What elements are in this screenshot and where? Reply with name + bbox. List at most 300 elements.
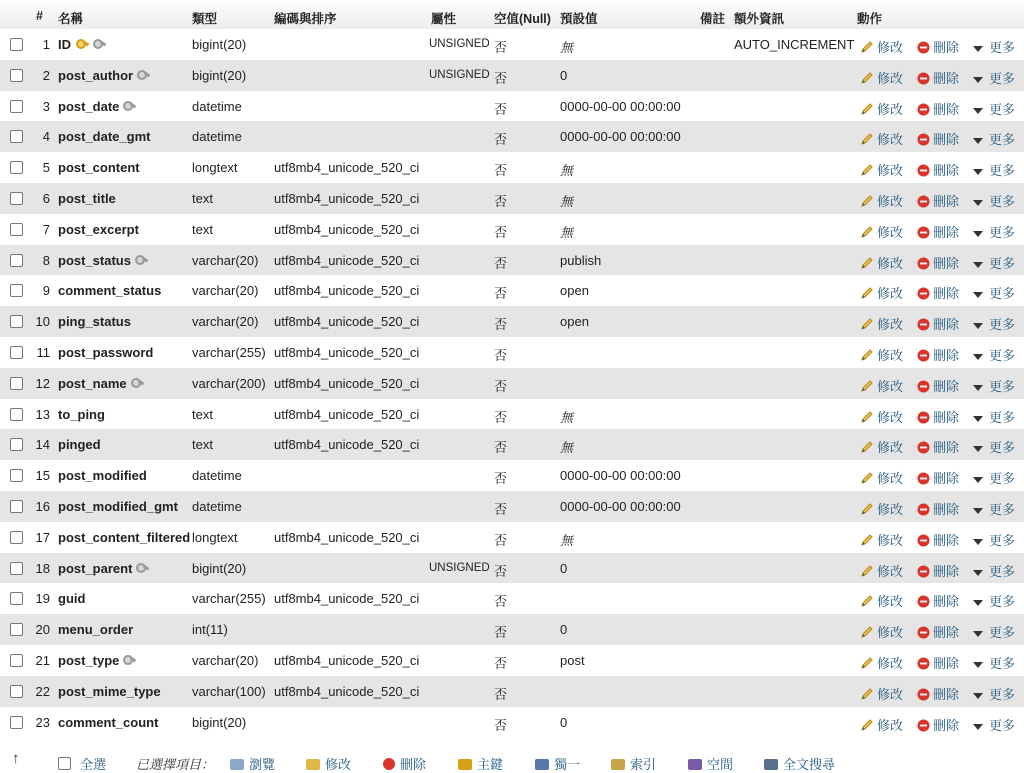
row-checkbox[interactable] xyxy=(10,69,23,82)
column-collation: utf8mb4_unicode_520_ci xyxy=(274,314,420,330)
column-type: text xyxy=(192,437,213,453)
column-type: varchar(20) xyxy=(192,252,259,268)
pencil-icon xyxy=(860,132,874,146)
table-row xyxy=(0,522,1024,553)
column-number: 10 xyxy=(35,314,50,330)
delete-icon xyxy=(917,72,930,85)
row-checkbox[interactable] xyxy=(10,654,23,667)
more-actions-dropdown[interactable]: 更多 xyxy=(973,191,1015,210)
more-actions-dropdown[interactable]: 更多 xyxy=(973,715,1015,734)
more-actions-dropdown[interactable]: 更多 xyxy=(973,653,1015,672)
pencil-icon xyxy=(860,564,874,578)
column-number: 16 xyxy=(35,499,50,514)
table-row xyxy=(0,60,1024,91)
index-key-icon xyxy=(134,254,148,266)
table-row xyxy=(0,152,1024,183)
column-number: 19 xyxy=(35,591,50,607)
row-checkbox[interactable] xyxy=(10,130,23,143)
chevron-down-icon xyxy=(973,136,983,146)
pencil-icon xyxy=(860,625,874,639)
column-attributes: UNSIGNED xyxy=(429,561,490,574)
header-extra: 額外資訊 xyxy=(734,12,785,26)
column-type: bigint(20) xyxy=(192,560,247,576)
delete-icon xyxy=(917,411,930,424)
unique-icon xyxy=(535,759,549,770)
drop-column-button[interactable]: 刪除 xyxy=(917,715,959,734)
column-name: guid xyxy=(58,591,86,607)
row-checkbox[interactable] xyxy=(10,100,23,113)
pencil-icon xyxy=(860,40,874,54)
index-selected-button[interactable]: 索引 xyxy=(611,754,656,773)
pencil-icon xyxy=(860,379,874,393)
drop-column-button[interactable]: 刪除 xyxy=(917,129,959,148)
chevron-down-icon xyxy=(973,598,983,608)
column-number: 22 xyxy=(35,683,50,699)
column-collation: utf8mb4_unicode_520_ci xyxy=(274,252,420,268)
edit-column-button[interactable]: 修改 xyxy=(860,37,903,56)
column-type: varchar(20) xyxy=(192,314,259,330)
chevron-down-icon xyxy=(973,722,983,732)
index-key-icon xyxy=(122,654,136,666)
column-default: 無 xyxy=(560,409,574,425)
chevron-down-icon xyxy=(973,383,983,393)
edit-column-button[interactable]: 修改 xyxy=(860,591,903,610)
row-checkbox[interactable] xyxy=(10,284,23,297)
chevron-down-icon xyxy=(973,260,983,270)
table-row xyxy=(0,614,1024,645)
delete-icon xyxy=(917,287,930,300)
drop-column-button[interactable]: 刪除 xyxy=(917,653,959,672)
column-default: 無 xyxy=(560,224,574,240)
row-checkbox[interactable] xyxy=(10,716,23,729)
edit-column-button[interactable]: 修改 xyxy=(860,499,903,518)
column-collation: utf8mb4_unicode_520_ci xyxy=(274,653,420,668)
column-type: text xyxy=(192,406,213,422)
drop-column-button[interactable]: 刪除 xyxy=(917,68,959,87)
more-actions-dropdown[interactable]: 更多 xyxy=(973,407,1015,426)
chevron-down-icon xyxy=(973,568,983,578)
column-extra: AUTO_INCREMENT xyxy=(734,37,855,52)
more-actions-dropdown[interactable]: 更多 xyxy=(973,591,1015,610)
column-default: 0000-00-00 00:00:00 xyxy=(560,499,681,514)
delete-icon xyxy=(917,688,930,701)
delete-icon xyxy=(917,503,930,516)
column-type: datetime xyxy=(192,98,242,114)
column-name: post_type xyxy=(58,653,136,668)
more-actions-dropdown[interactable]: 更多 xyxy=(973,684,1015,703)
edit-column-button[interactable]: 修改 xyxy=(860,99,903,118)
column-number: 9 xyxy=(42,283,50,299)
header-action: 動作 xyxy=(857,12,883,26)
column-default: 0 xyxy=(560,67,568,83)
chevron-down-icon xyxy=(973,321,983,331)
bulk-actions-bar xyxy=(0,748,1024,772)
drop-column-button[interactable]: 刪除 xyxy=(917,37,959,56)
header-name[interactable]: 名稱 xyxy=(58,12,84,26)
column-name: post_modified_gmt xyxy=(58,499,178,514)
fulltext-icon xyxy=(764,759,778,770)
column-number: 14 xyxy=(35,437,50,453)
table-row xyxy=(0,214,1024,245)
more-actions-dropdown[interactable]: 更多 xyxy=(973,129,1015,148)
pencil-icon xyxy=(860,410,874,424)
pencil-icon xyxy=(860,687,874,701)
column-type: text xyxy=(192,191,213,206)
drop-column-button[interactable]: 刪除 xyxy=(917,160,959,179)
pencil-icon xyxy=(860,471,874,485)
column-null: 否 xyxy=(494,224,508,240)
column-name: post_mime_type xyxy=(58,683,161,699)
pencil-icon xyxy=(860,533,874,547)
table-row xyxy=(0,429,1024,460)
column-number: 12 xyxy=(35,375,50,391)
drop-column-button[interactable]: 刪除 xyxy=(917,283,959,302)
drop-column-button[interactable]: 刪除 xyxy=(917,468,959,487)
row-checkbox[interactable] xyxy=(10,685,23,698)
column-null: 否 xyxy=(494,717,508,733)
column-null: 否 xyxy=(494,101,508,117)
column-name: post_date_gmt xyxy=(58,129,151,145)
column-name: to_ping xyxy=(58,406,105,422)
pencil-icon xyxy=(860,194,874,208)
table-row xyxy=(0,645,1024,676)
column-collation: utf8mb4_unicode_520_ci xyxy=(274,437,420,453)
chevron-down-icon xyxy=(973,475,983,485)
more-actions-dropdown[interactable]: 更多 xyxy=(973,499,1015,518)
edit-column-button[interactable]: 修改 xyxy=(860,283,903,302)
column-name: menu_order xyxy=(58,622,134,638)
delete-icon xyxy=(917,103,930,116)
drop-column-button[interactable]: 刪除 xyxy=(917,345,959,364)
delete-icon xyxy=(383,758,395,770)
more-actions-dropdown[interactable]: 更多 xyxy=(973,68,1015,87)
column-name: comment_status xyxy=(58,283,162,299)
row-checkbox[interactable] xyxy=(10,161,23,174)
drop-column-button[interactable]: 刪除 xyxy=(917,191,959,210)
column-name: post_content xyxy=(58,160,140,176)
primary-selected-button[interactable]: 主鍵 xyxy=(458,754,503,773)
spatial-icon xyxy=(688,759,702,770)
column-type: int(11) xyxy=(192,622,228,638)
column-type: text xyxy=(192,221,213,237)
more-actions-dropdown[interactable]: 更多 xyxy=(973,160,1015,179)
edit-column-button[interactable]: 修改 xyxy=(860,653,903,672)
column-type: varchar(100) xyxy=(192,683,266,699)
column-null: 否 xyxy=(494,317,508,333)
column-name: post_title xyxy=(58,191,116,206)
drop-column-button[interactable]: 刪除 xyxy=(917,591,959,610)
row-checkbox[interactable] xyxy=(10,38,23,51)
chevron-down-icon xyxy=(973,75,983,85)
column-default: 無 xyxy=(560,40,574,55)
column-default: 無 xyxy=(560,163,574,179)
index-key-icon xyxy=(135,562,149,574)
drop-column-button[interactable]: 刪除 xyxy=(917,530,959,549)
column-number: 23 xyxy=(35,714,50,730)
column-name: post_modified xyxy=(58,468,147,484)
column-type: varchar(255) xyxy=(192,345,266,360)
column-null: 否 xyxy=(494,440,508,456)
header-num: # xyxy=(36,9,43,23)
drop-column-button[interactable]: 刪除 xyxy=(917,376,959,395)
drop-column-button[interactable]: 刪除 xyxy=(917,437,959,456)
drop-column-button[interactable]: 刪除 xyxy=(917,561,959,580)
column-default: 無 xyxy=(560,532,574,548)
column-name: post_content_filtered xyxy=(58,529,191,545)
column-null: 否 xyxy=(494,471,508,487)
edit-column-button[interactable]: 修改 xyxy=(860,222,903,241)
column-type: bigint(20) xyxy=(192,714,247,730)
column-default: open xyxy=(560,314,589,330)
row-checkbox[interactable] xyxy=(10,408,23,421)
table-row xyxy=(0,306,1024,337)
header-type: 類型 xyxy=(192,12,218,26)
column-collation: utf8mb4_unicode_520_ci xyxy=(274,160,420,176)
column-type: bigint(20) xyxy=(192,37,247,52)
column-default: 0 xyxy=(560,560,568,576)
column-name: pinged xyxy=(58,437,101,453)
column-name: ID xyxy=(58,37,106,52)
more-actions-dropdown[interactable]: 更多 xyxy=(973,222,1015,241)
column-number: 2 xyxy=(42,67,50,83)
spatial-selected-button[interactable]: 空間 xyxy=(688,754,733,773)
column-default: post xyxy=(560,653,585,668)
row-checkbox[interactable] xyxy=(10,315,23,328)
pencil-icon xyxy=(306,759,320,770)
column-number: 15 xyxy=(35,468,50,484)
edit-column-button[interactable]: 修改 xyxy=(860,437,903,456)
edit-column-button[interactable]: 修改 xyxy=(860,191,903,210)
chevron-down-icon xyxy=(973,290,983,300)
column-default: 無 xyxy=(560,194,574,209)
column-type: varchar(20) xyxy=(192,653,259,668)
chevron-down-icon xyxy=(973,444,983,454)
header-attributes: 屬性 xyxy=(431,12,457,26)
delete-icon xyxy=(917,380,930,393)
column-number: 11 xyxy=(36,345,50,360)
column-number: 8 xyxy=(42,252,50,268)
column-number: 17 xyxy=(35,529,50,545)
chevron-down-icon xyxy=(973,167,983,177)
row-checkbox[interactable] xyxy=(10,346,23,359)
edit-column-button[interactable]: 修改 xyxy=(860,68,903,87)
browse-selected-button[interactable]: 瀏覽 xyxy=(230,754,275,773)
more-actions-dropdown[interactable]: 更多 xyxy=(973,437,1015,456)
table-row xyxy=(0,245,1024,276)
edit-column-button[interactable]: 修改 xyxy=(860,376,903,395)
chevron-down-icon xyxy=(973,691,983,701)
column-collation: utf8mb4_unicode_520_ci xyxy=(274,591,420,607)
table-row xyxy=(0,491,1024,522)
row-checkbox[interactable] xyxy=(10,531,23,544)
column-number: 13 xyxy=(35,406,50,422)
column-null: 否 xyxy=(494,163,508,179)
row-checkbox[interactable] xyxy=(10,592,23,605)
column-default: 0000-00-00 00:00:00 xyxy=(560,129,681,145)
drop-column-button[interactable]: 刪除 xyxy=(917,407,959,426)
table-row xyxy=(0,29,1024,60)
chevron-down-icon xyxy=(973,198,983,208)
column-type: datetime xyxy=(192,129,242,145)
column-name: post_name xyxy=(58,376,144,391)
chevron-down-icon xyxy=(973,506,983,516)
column-type: datetime xyxy=(192,499,242,514)
column-null: 否 xyxy=(494,286,508,302)
drop-column-button[interactable]: 刪除 xyxy=(917,222,959,241)
pencil-icon xyxy=(860,225,874,239)
edit-column-button[interactable]: 修改 xyxy=(860,622,903,641)
delete-icon xyxy=(917,41,930,54)
with-selected-label: 已選擇項目： xyxy=(136,757,215,772)
column-type: bigint(20) xyxy=(192,67,247,83)
column-number: 6 xyxy=(42,191,50,206)
column-name: post_author xyxy=(58,68,150,83)
row-checkbox[interactable] xyxy=(10,562,23,575)
pencil-icon xyxy=(860,348,874,362)
row-checkbox[interactable] xyxy=(10,254,23,267)
more-actions-dropdown[interactable]: 更多 xyxy=(973,622,1015,641)
column-number: 20 xyxy=(35,622,50,638)
table-row xyxy=(0,368,1024,399)
edit-column-button[interactable]: 修改 xyxy=(860,129,903,148)
check-all-link[interactable]: 全選 xyxy=(80,757,107,772)
table-row xyxy=(0,583,1024,614)
column-default: open xyxy=(560,283,589,299)
drop-selected-button[interactable]: 刪除 xyxy=(383,754,426,773)
pencil-icon xyxy=(860,718,874,732)
pencil-icon xyxy=(860,102,874,116)
edit-column-button[interactable]: 修改 xyxy=(860,160,903,179)
delete-icon xyxy=(917,719,930,732)
pencil-icon xyxy=(860,163,874,177)
pencil-icon xyxy=(860,256,874,270)
row-checkbox[interactable] xyxy=(10,192,23,205)
column-name: ping_status xyxy=(58,314,131,330)
row-checkbox[interactable] xyxy=(10,377,23,390)
drop-column-button[interactable]: 刪除 xyxy=(917,684,959,703)
edit-column-button[interactable]: 修改 xyxy=(860,345,903,364)
fulltext-selected-button[interactable]: 全文搜尋 xyxy=(764,754,835,773)
delete-icon xyxy=(917,565,930,578)
column-name: post_password xyxy=(58,345,154,360)
delete-icon xyxy=(917,472,930,485)
column-default: 0 xyxy=(560,622,568,638)
edit-column-button[interactable]: 修改 xyxy=(860,314,903,333)
more-actions-dropdown[interactable]: 更多 xyxy=(973,99,1015,118)
browse-icon xyxy=(230,759,244,770)
column-name: post_excerpt xyxy=(58,221,139,237)
pencil-icon xyxy=(860,286,874,300)
chevron-down-icon xyxy=(973,106,983,116)
delete-icon xyxy=(917,534,930,547)
column-collation: utf8mb4_unicode_520_ci xyxy=(274,283,420,299)
drop-column-button[interactable]: 刪除 xyxy=(917,99,959,118)
column-type: varchar(20) xyxy=(192,283,259,299)
edit-column-button[interactable]: 修改 xyxy=(860,530,903,549)
header-comments: 備註 xyxy=(700,12,726,26)
more-actions-dropdown[interactable]: 更多 xyxy=(973,376,1015,395)
column-null: 否 xyxy=(494,656,508,671)
column-name: post_date xyxy=(58,99,136,114)
more-actions-dropdown[interactable]: 更多 xyxy=(973,314,1015,333)
change-selected-button[interactable]: 修改 xyxy=(306,754,351,773)
more-actions-dropdown[interactable]: 更多 xyxy=(973,530,1015,549)
row-checkbox[interactable] xyxy=(10,223,23,236)
index-key-icon xyxy=(136,69,150,81)
more-actions-dropdown[interactable]: 更多 xyxy=(973,468,1015,487)
column-null: 否 xyxy=(494,70,508,86)
delete-icon xyxy=(917,657,930,670)
chevron-down-icon xyxy=(973,414,983,424)
row-checkbox[interactable] xyxy=(10,623,23,636)
unique-selected-button[interactable]: 獨一 xyxy=(535,754,580,773)
drop-column-button[interactable]: 刪除 xyxy=(917,253,959,272)
pencil-icon xyxy=(860,594,874,608)
table-row xyxy=(0,707,1024,738)
drop-column-button[interactable]: 刪除 xyxy=(917,622,959,641)
more-actions-dropdown[interactable]: 更多 xyxy=(973,345,1015,364)
chevron-down-icon xyxy=(973,229,983,239)
column-name: post_parent xyxy=(58,561,149,576)
column-collation: utf8mb4_unicode_520_ci xyxy=(274,529,420,545)
delete-icon xyxy=(917,595,930,608)
pencil-icon xyxy=(860,656,874,670)
pencil-icon xyxy=(860,71,874,85)
arrow-up-icon: ↑ xyxy=(12,750,20,767)
column-null: 否 xyxy=(494,132,508,148)
delete-icon xyxy=(917,257,930,270)
edit-column-button[interactable]: 修改 xyxy=(860,715,903,734)
delete-icon xyxy=(917,441,930,454)
column-type: longtext xyxy=(192,160,238,176)
drop-column-button[interactable]: 刪除 xyxy=(917,314,959,333)
column-number: 18 xyxy=(35,560,50,576)
table-row xyxy=(0,337,1024,368)
check-all-checkbox[interactable] xyxy=(58,757,71,770)
row-checkbox[interactable] xyxy=(10,500,23,513)
column-null: 否 xyxy=(494,686,508,702)
header-null: 空值(Null) xyxy=(494,12,551,26)
column-default: 0 xyxy=(560,714,568,730)
drop-column-button[interactable]: 刪除 xyxy=(917,499,959,518)
column-number: 3 xyxy=(42,98,50,114)
more-actions-dropdown[interactable]: 更多 xyxy=(973,253,1015,272)
edit-column-button[interactable]: 修改 xyxy=(860,684,903,703)
more-actions-dropdown[interactable]: 更多 xyxy=(973,283,1015,302)
edit-column-button[interactable]: 修改 xyxy=(860,561,903,580)
column-number: 1 xyxy=(42,37,50,52)
column-attributes: UNSIGNED xyxy=(429,38,490,50)
column-attributes: UNSIGNED xyxy=(429,68,490,81)
index-key-icon xyxy=(92,38,106,50)
delete-icon xyxy=(917,133,930,146)
column-null: 否 xyxy=(494,194,508,209)
edit-column-button[interactable]: 修改 xyxy=(860,468,903,487)
column-collation: utf8mb4_unicode_520_ci xyxy=(274,221,420,237)
primary-key-icon xyxy=(75,38,89,50)
column-number: 5 xyxy=(42,160,50,176)
edit-column-button[interactable]: 修改 xyxy=(860,407,903,426)
more-actions-dropdown[interactable]: 更多 xyxy=(973,37,1015,56)
more-actions-dropdown[interactable]: 更多 xyxy=(973,561,1015,580)
delete-icon xyxy=(917,626,930,639)
index-key-icon xyxy=(130,377,144,389)
edit-column-button[interactable]: 修改 xyxy=(860,253,903,272)
chevron-down-icon xyxy=(973,629,983,639)
column-type: varchar(255) xyxy=(192,591,266,607)
row-checkbox[interactable] xyxy=(10,469,23,482)
row-checkbox[interactable] xyxy=(10,438,23,451)
